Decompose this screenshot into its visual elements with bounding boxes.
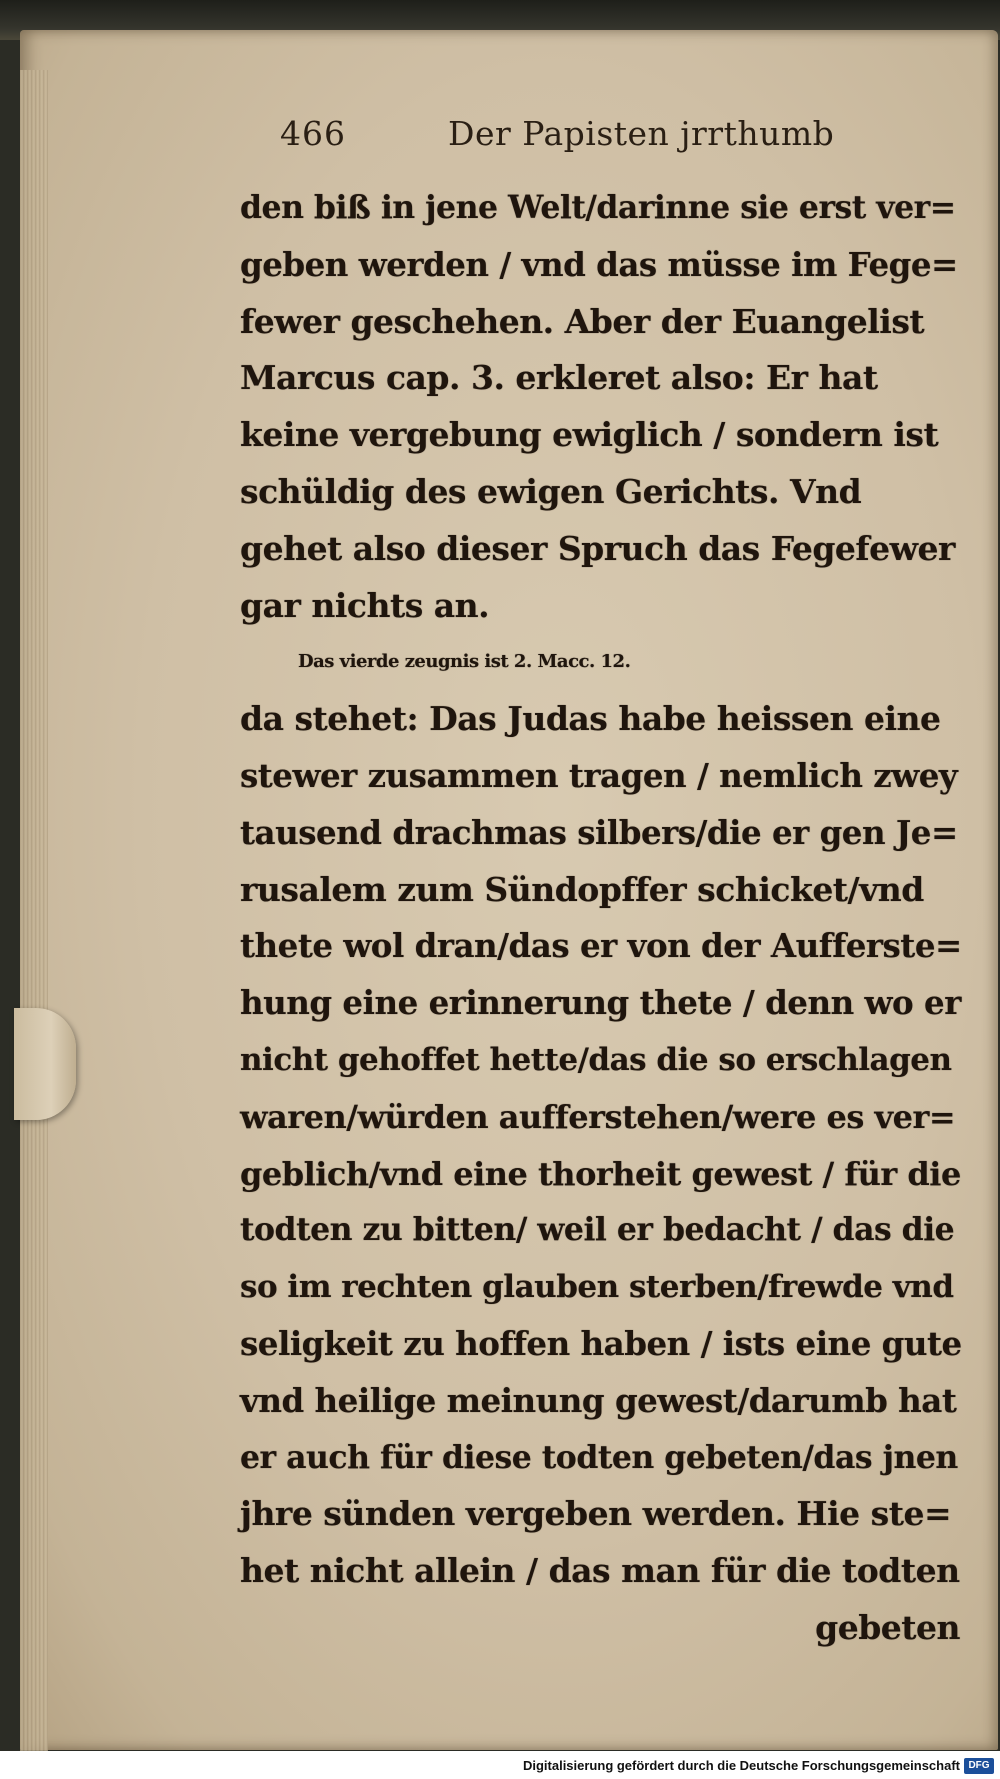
text-line: todten zu bitten/ weil er bedacht / das die [240, 1211, 955, 1249]
text-line: keine vergebung ewiglich / sondern ist [240, 415, 939, 455]
text-line: Das vierde zeugnis ist 2. Macc. 12. [298, 651, 631, 673]
text-line: so im rechten glauben sterben/frewde vnd [240, 1269, 954, 1306]
text-line: stewer zusammen tragen / nemlich zwey [240, 755, 958, 795]
text-line: geblich/vnd eine thorheit gewest / für die [240, 1154, 961, 1193]
book-clasp [14, 1008, 76, 1120]
text-line: het nicht allein / das man für die todten [240, 1551, 960, 1591]
page-edges [20, 70, 48, 1770]
catchword: gebeten [815, 1607, 960, 1647]
running-head-title: Der Papisten jrrthumb [448, 114, 835, 153]
text-line: vnd heilige meinung gewest/darumb hat [240, 1380, 957, 1420]
text-line: gehet also dieser Spruch das Fegefewer [240, 528, 955, 568]
text-line: rusalem zum Sündopffer schicket/vnd [240, 869, 924, 909]
text-block [240, 108, 962, 1647]
text-line: schüldig des ewigen Gerichts. Vnd [240, 471, 862, 511]
text-line: da stehet: Das Judas habe heissen eine [240, 699, 941, 739]
text-line: fewer geschehen. Aber der Euangelist [240, 301, 925, 341]
text-line: thete wol dran/das er von der Aufferste= [240, 926, 962, 966]
running-head [240, 108, 960, 180]
text-line: waren/würden aufferstehen/were es ver= [240, 1097, 956, 1136]
text-line: gar nichts an. [240, 585, 490, 625]
text-line: geben werden / vnd das müsse im Fege= [240, 244, 958, 284]
dfg-logo: DFG [964, 1758, 994, 1774]
digitization-credit: Digitalisierung gefördert durch die Deutsche Forschungsgemeinschaft [522, 1758, 960, 1773]
text-line: hung eine erinnerung thete / denn wo er [240, 983, 961, 1023]
text-line: seligkeit zu hoffen haben / ists eine gute [240, 1323, 962, 1363]
text-line: er auch für diese todten gebeten/das jnen [240, 1438, 958, 1476]
text-line: Marcus cap. 3. erkleret also: Er hat [240, 358, 878, 398]
text-line: tausend drachmas silbers/die er gen Je= [240, 812, 958, 852]
text-line: den biß in jene Welt/darinne sie erst ver= [240, 189, 956, 226]
text-line: nicht gehoffet hette/das die so erschlagen [240, 1041, 952, 1078]
body-text [240, 180, 960, 1657]
text-line: jhre sünden vergeben werden. Hie ste= [240, 1494, 952, 1534]
page-number: 466 [280, 114, 346, 153]
footer-strip [0, 1751, 1000, 1779]
